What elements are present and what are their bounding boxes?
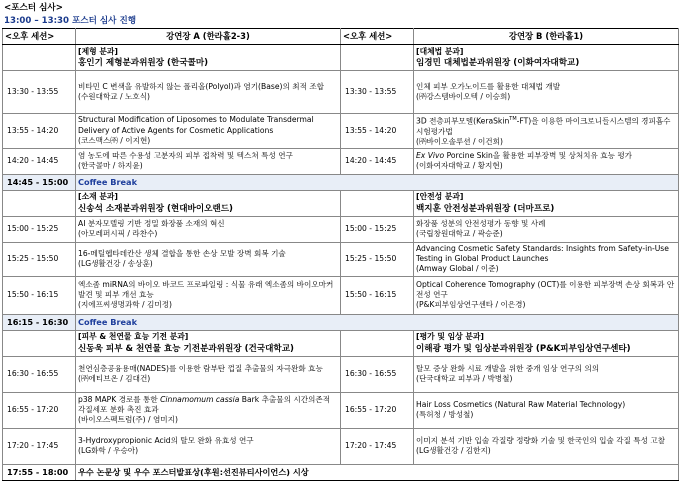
- table-row: [3, 216, 679, 242]
- talk-title: 염 농도에 따른 수용성 고분자의 피부 접착력 및 텍스쳐 특성 연구: [78, 150, 293, 160]
- table-row: [3, 428, 679, 464]
- talk-title: 탈모 증상 완화 시료 개발을 위한 중개 임상 연구의 의의: [416, 363, 600, 373]
- schedule-table: [2, 28, 679, 481]
- session-label: [피부 & 천연물 효능 기전 분과]: [78, 332, 189, 342]
- talk-time: 14:20 - 14:45: [3, 148, 76, 174]
- session-header-row: [3, 190, 679, 216]
- table-row: [3, 242, 679, 276]
- talk-affiliation: (특허청 / 방성철): [416, 410, 474, 420]
- poster-session-line: 13:00 – 13:30 포스터 심사 진행: [4, 16, 137, 26]
- talk-affiliation: (LG화학 / 우승아): [78, 446, 139, 456]
- talk-time: 16:30 - 16:55: [341, 356, 414, 392]
- session-chair: 홍인기 제형분과위원장 (한국콜마): [78, 58, 209, 68]
- talk-time: 17:20 - 17:45: [3, 428, 76, 464]
- award-row: [3, 464, 679, 480]
- session-chair: 신송석 소재분과위원장 (현대바이오랜드): [78, 203, 233, 214]
- session-label: [대체법 분과]: [416, 46, 464, 56]
- talk-title: Structural Modification of Liposomes to Modulate Transdermal Delivery of Active Agents for Cosmetic Applications: [78, 115, 314, 135]
- table-row: [3, 71, 679, 114]
- talk-time: 16:55 - 17:20: [341, 392, 414, 428]
- talk-time: 15:00 - 15:25: [341, 216, 414, 242]
- talk-title: Ex Vivo Porcine Skin을 활용한 피부장벽 및 상처치유 효능 평가: [416, 150, 632, 160]
- talk-affiliation: (바이오스펙트럼(주) / 염미지): [78, 415, 178, 425]
- session-label: [평가 및 임상 분과]: [416, 332, 484, 342]
- talk-title: Optical Coherence Tomography (OCT)를 이용한 피부장벽 손상 회복과 안전성 연구: [416, 279, 675, 300]
- session-chair: 백지훈 안전성분과위원장 (더마프로): [416, 203, 555, 214]
- talk-affiliation: (㈜에티브온 / 김대건): [78, 374, 151, 384]
- talk-affiliation: (한국콜마 / 하지윤): [78, 161, 143, 171]
- col-a-header: 강연장 A (한라홀2-3): [76, 29, 341, 45]
- talk-time: 15:50 - 16:15: [3, 276, 76, 314]
- talk-affiliation: (수원대학교 / 노호식): [78, 92, 150, 101]
- talk-time: 15:00 - 15:25: [3, 216, 76, 242]
- talk-title: 화장품 성분의 안전성평가 동향 및 사례: [416, 218, 546, 228]
- table-row: [3, 276, 679, 314]
- talk-time: 13:30 - 13:55: [3, 71, 76, 114]
- talk-affiliation: (P&K피부임상연구센타 / 이은경): [416, 300, 526, 310]
- talk-time: 13:30 - 13:55: [341, 71, 414, 114]
- coffee-break-label: Coffee Break: [76, 174, 679, 190]
- talk-title: AI 분자모델링 기반 정밀 화장품 소재의 혁신: [78, 218, 225, 228]
- break-row: [3, 314, 679, 330]
- talk-affiliation: (LG생활건강 / 송상훈): [78, 259, 153, 269]
- coffee-break-label: Coffee Break: [76, 314, 679, 330]
- talk-title: 이미지 분석 기반 입술 각질량 정량화 기술 및 한국인의 입술 각질 특성 고찰: [416, 435, 666, 445]
- break-row: [3, 174, 679, 190]
- session-chair: 임경민 대체법분과위원장 (이화여자대학교): [416, 58, 580, 68]
- col-b-header: 강연장 B (한라홀1): [414, 29, 679, 45]
- talk-title: 엑소좀 miRNA의 바이오 바코드 프로파일링 : 식물 유래 엑소좀의 바이오마커 발견 및 피부 개선 효능: [78, 279, 334, 300]
- break-time: 14:45 - 15:00: [3, 174, 76, 190]
- talk-time: 13:55 - 14:20: [3, 114, 76, 149]
- poster-title: <포스터 심사>: [4, 3, 63, 13]
- award-label: 우수 논문상 및 우수 포스터발표상(후원:선진뷰티사이언스) 시상: [76, 464, 679, 480]
- talk-time: 16:30 - 16:55: [3, 356, 76, 392]
- column-header-row: [3, 29, 679, 45]
- talk-time: 13:55 - 14:20: [341, 114, 414, 149]
- talk-time: 15:25 - 15:50: [3, 242, 76, 276]
- break-time: 16:15 - 16:30: [3, 314, 76, 330]
- table-row: [3, 392, 679, 428]
- talk-title: p38 MAPK 경로를 통한 Cinnamomum cassia Bark 추출물의 시간의존적 각질세포 분화 촉진 효과: [78, 394, 331, 415]
- talk-title: 3D 전층피부모델(KeraSkin™-FT)을 이용한 마이크로니들시스템의 경피흡수시험평가법: [416, 116, 671, 136]
- talk-affiliation: (㈜강스템바이오텍 / 이승희): [416, 92, 511, 101]
- table-row: [3, 114, 679, 149]
- talk-affiliation: (㈜바이오솔루션 / 이건희): [416, 137, 503, 147]
- talk-affiliation: (LG생활건강 / 김한지): [416, 446, 491, 456]
- talk-affiliation: (Amway Global / 이준): [416, 264, 499, 274]
- talk-title: 3-Hydroxypropionic Acid의 탈모 완화 유효성 연구: [78, 435, 254, 445]
- award-time: 17:55 - 18:00: [3, 464, 76, 480]
- talk-time: 16:55 - 17:20: [3, 392, 76, 428]
- table-row: [3, 148, 679, 174]
- session-label: [소재 분과]: [78, 192, 118, 202]
- col-time-header: <오후 세션>: [341, 29, 414, 45]
- talk-title: Hair Loss Cosmetics (Natural Raw Material Technology): [416, 399, 626, 409]
- talk-affiliation: (코스맥스㈜ / 이지현): [78, 136, 151, 146]
- talk-title: 비타민 C 변색을 유발하지 않는 폴리올(Polyol)과 염기(Base)의 최적 조합: [78, 81, 324, 91]
- talk-title: 16-메틸헵타데칸산 생체 결합을 통한 손상 모발 장벽 회복 기술: [78, 248, 286, 258]
- talk-affiliation: (지에프씨생명과학 / 김미정): [78, 300, 173, 310]
- session-label: [안전성 분과]: [416, 192, 464, 202]
- talk-time: 14:20 - 14:45: [341, 148, 414, 174]
- talk-time: 17:20 - 17:45: [341, 428, 414, 464]
- talk-title: 천연심층공융용매(NADES)를 이용한 람부탄 껍질 추출물의 자극완화 효능: [78, 363, 323, 373]
- talk-affiliation: (단국대학교 피부과 / 박병철): [416, 374, 513, 384]
- session-header-row: [3, 330, 679, 356]
- talk-affiliation: (이화여자대학교 / 황지현): [416, 161, 503, 171]
- talk-title: Advancing Cosmetic Safety Standards: Insights from Safety-in-Use Testing in Global Product Launches: [416, 243, 669, 264]
- talk-time: 15:25 - 15:50: [341, 242, 414, 276]
- session-chair: 이해광 평가 및 임상분과위원장 (P&K피부임상연구센타): [416, 343, 631, 354]
- talk-time: 15:50 - 16:15: [341, 276, 414, 314]
- session-label: [제형 분과]: [78, 46, 118, 56]
- col-time-header: <오후 세션>: [3, 29, 76, 45]
- talk-affiliation: (아모레퍼시픽 / 라찬수): [78, 229, 158, 239]
- table-row: [3, 356, 679, 392]
- talk-affiliation: (국립창원대학교 / 곽승준): [416, 229, 503, 239]
- talk-title: 인체 피부 오가노이드를 활용한 대체법 개발: [416, 81, 561, 91]
- session-chair: 신동욱 피부 & 천연물 효능 기전분과위원장 (건국대학교): [78, 343, 294, 354]
- session-header-row: [3, 45, 679, 71]
